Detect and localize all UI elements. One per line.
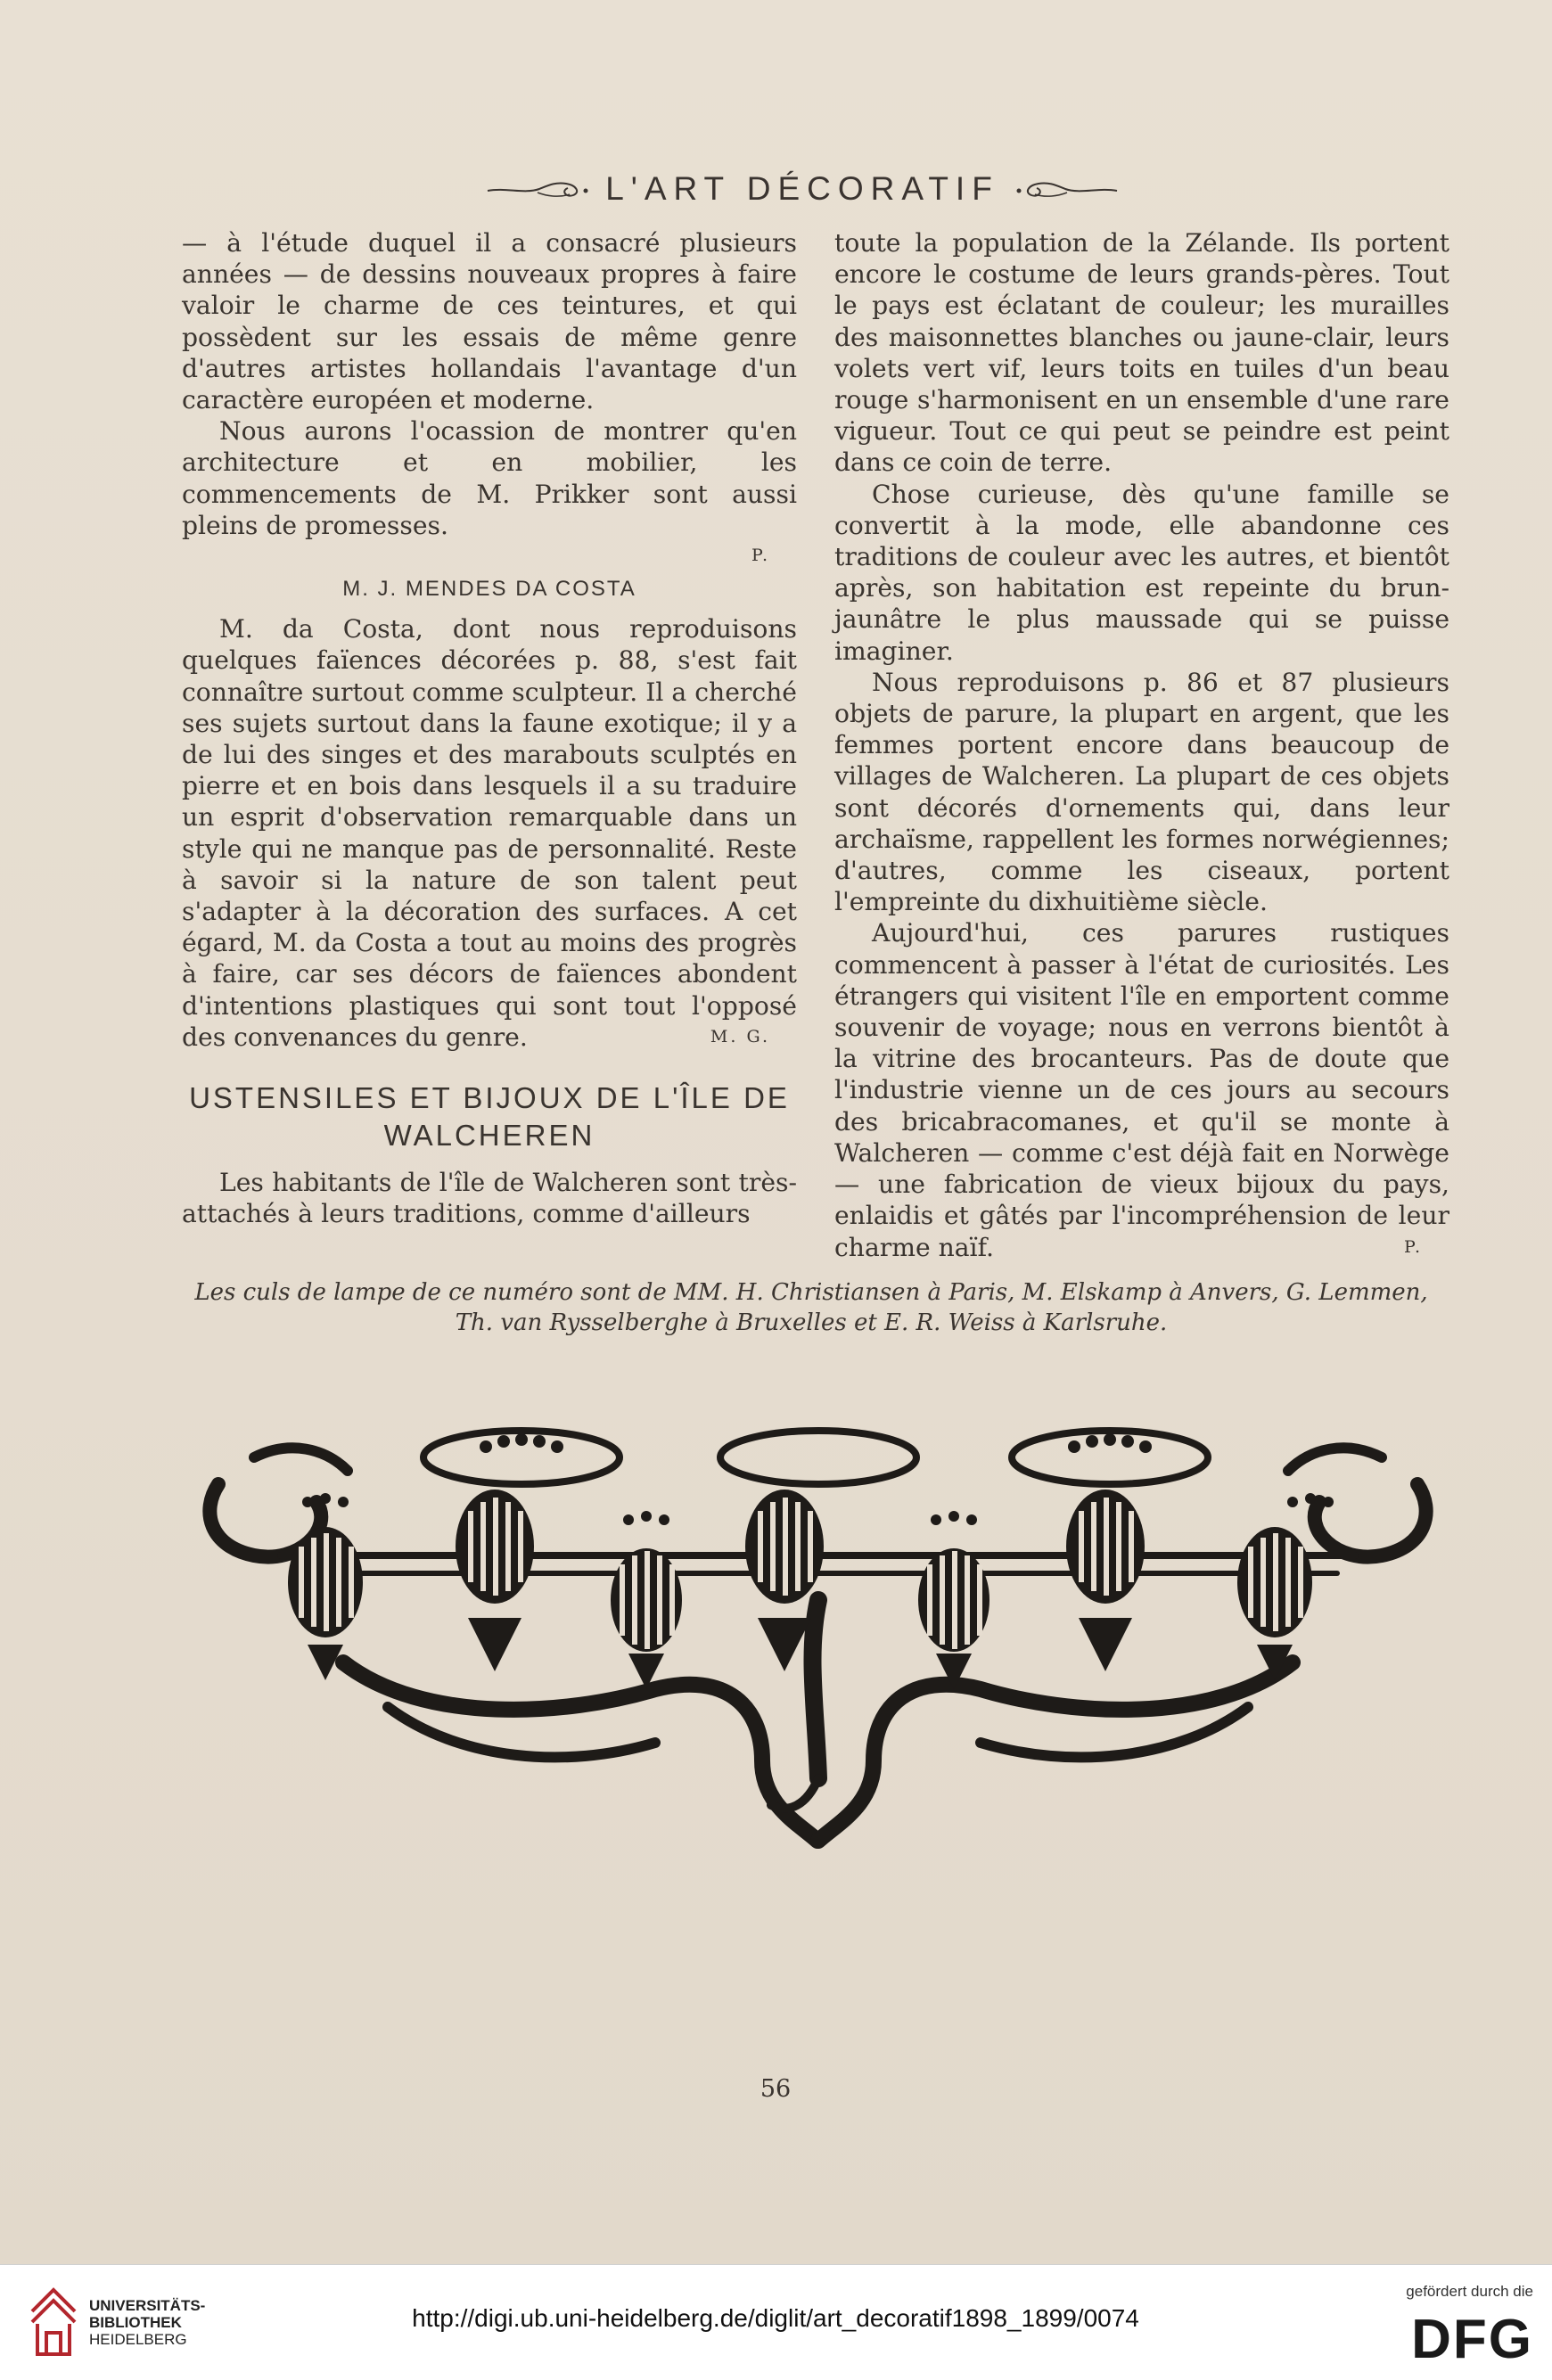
page-number: 56 <box>760 2075 792 2103</box>
header-title: L'ART DÉCORATIF <box>605 170 999 207</box>
left-flourish-icon <box>484 171 591 207</box>
left-column <box>182 227 797 1229</box>
illustration-credits-caption: Les culs de lampe de ce numéro sont de MM. H. Christiansen à Paris, M. Elskamp à Anvers, G. Lemmen, Th. van Rysselberghe à Bruxelles et E. R. Weiss à Karlsruhe. <box>194 1279 1428 1336</box>
left-paragraph-1: — à l'étude duquel il a consacré plusieurs années — de dessins nouveaux propres à faire valoir le charme de ces teintures, et qui possèdent sur les essais de même genre d'autres artistes hollandais l'avantage d'un caractère européen et moderne. <box>182 228 797 415</box>
left-paragraph-3-text: M. da Costa, dont nous reproduisons quelques faïences décorées p. 88, s'est fait connaître surtout comme sculpteur. Il a cherché ses sujets surtout dans la faune exotique; il y a de lui des singes et des marabouts sculptés en pierre et en bois dans lesquels il a su traduire un esprit d'observation remarquable dans un style qui ne manque pas de personnalité. Reste à savoir si la nature de son talent peut s'adapter à la décoration des surfaces. A cet égard, M. da Costa a tout au moins des progrès à faire, car ses décors de faïences abondent d'intentions plastiques qui sont tout l'opposé des convenances du genre. <box>182 614 797 1052</box>
permalink-url[interactable]: http://digi.ub.uni-heidelberg.de/diglit/art_decoratif1898_1899/0074 <box>412 2304 1139 2332</box>
right-flourish-icon <box>1014 171 1121 207</box>
university-library-logo-icon <box>27 2285 80 2359</box>
signature-p-right: P. <box>1404 1236 1423 1257</box>
signature-p: P. <box>751 546 770 566</box>
university-library-name <box>89 2297 205 2348</box>
right-paragraph-2: Chose curieuse, dès qu'une famille se convertit à la mode, elle abandonne ces traditions de couleur avec les autres, et bientôt après, son habitation est repeinte du brun-jaunâtre le plus maussade qui se puisse imaginer. <box>834 479 1449 666</box>
section-heading-walcheren: USTENSILES ET BIJOUX DE L'ÎLE DE WALCHEREN <box>189 1081 790 1153</box>
digitization-footer <box>0 2264 1552 2380</box>
running-header <box>464 166 1141 212</box>
left-paragraph-2: Nous aurons l'ocassion de montrer qu'en architecture et en mobilier, les commencements de M. Prikker sont aussi pleins de promesses. <box>182 416 797 540</box>
library-line-2: BIBLIOTHEK <box>89 2314 182 2331</box>
right-column <box>834 227 1449 1263</box>
right-paragraph-3: Nous reproduisons p. 86 et 87 plusieurs objets de parure, la plupart en argent, que les femmes portent encore dans beaucoup de villages de Walcheren. La plupart de ces objets sont décorés d'ornements qui, dans leur archaïsme, rappellent les formes norwégiennes; d'autres, comme les ciseaux, portent l'empreinte du dixhuitième siècle. <box>834 667 1449 917</box>
signature-mg: M. G. <box>710 1026 770 1046</box>
left-paragraph-3 <box>182 613 797 1053</box>
library-line-1: UNIVERSITÄTS- <box>89 2297 206 2314</box>
dfg-logo-icon: DFG <box>1411 2309 1533 2370</box>
section-heading-mendes-da-costa: M. J. MENDES DA COSTA <box>342 577 636 602</box>
left-paragraph-4: Les habitants de l'île de Walcheren sont très-attachés à leurs traditions, comme d'ailleurs <box>182 1168 797 1229</box>
right-paragraph-4 <box>834 917 1449 1262</box>
right-paragraph-4-text: Aujourd'hui, ces parures rustiques commencent à passer à l'état de curiosités. Les étrangers qui visitent l'île en emportent comme souvenir de voyage; nous en verrons bientôt à la vitrine des brocanteurs. Pas de doute que l'industrie vienne un de ces jours au secours des bricabracomanes, et qu'il se monte à Walcheren — comme c'est déjà fait en Norwège — une fabrication de vieux bijoux du pays, enlaidis et gâtés par l'incompréhension de leur charme naïf. <box>834 918 1449 1262</box>
library-line-3: HEIDELBERG <box>89 2331 187 2348</box>
funding-label: gefördert durch die <box>1406 2283 1533 2300</box>
right-paragraph-1: toute la population de la Zélande. Ils portent encore le costume de leurs grands-pères. Tout le pays est éclatant de couleur; les murailles des maisonnettes blanches ou jaune-clair, leurs volets vert vif, leurs toits en tuiles d'un beau rouge s'harmonisent en un ensemble d'une rare vigueur. Tout ce qui peut se peindre est peint dans ce coin de terre. <box>834 228 1449 478</box>
art-nouveau-tailpiece-ornament-icon <box>192 1422 1444 1850</box>
